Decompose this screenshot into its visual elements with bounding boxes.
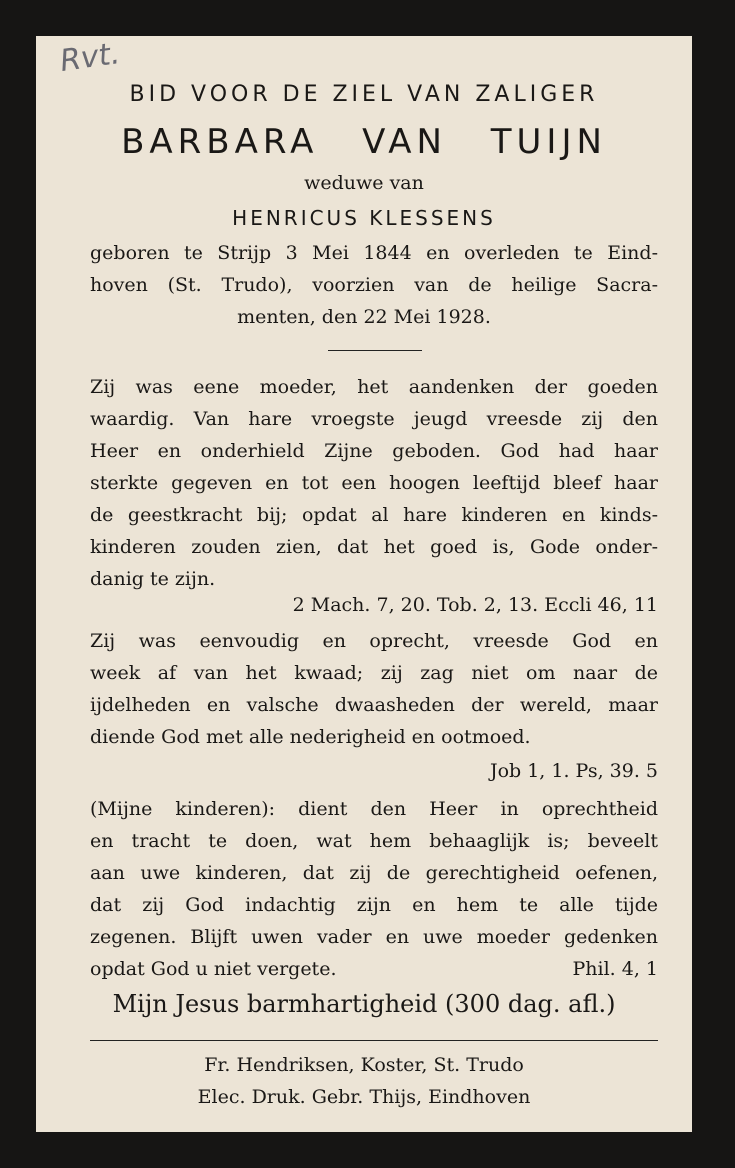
- paragraph-3-line: en tracht te doen, wat hem behaaglijk is; beveelt: [90, 830, 658, 852]
- paragraph-1-line: waardig. Van hare vroegste jeugd vreesde zij den: [90, 408, 658, 430]
- paragraph-1-line: sterkte gegeven en tot een hoogen leeftijd bleef haar: [90, 472, 658, 494]
- intro-line: geboren te Strijp 3 Mei 1844 en overleden te Eind-: [90, 242, 658, 264]
- paragraph-3-last-line: [90, 958, 658, 980]
- short-divider: [328, 350, 422, 351]
- paragraph-2-line: Zij was eenvoudig en oprecht, vreesde God en: [90, 630, 658, 652]
- paragraph-1-line: Zij was eene moeder, het aandenken der goeden: [90, 376, 658, 398]
- paragraph-2-line: ijdelheden en valsche dwaasheden der wereld, maar: [90, 694, 658, 716]
- scripture-reference-3: Phil. 4, 1: [572, 958, 658, 980]
- scripture-reference-1: 2 Mach. 7, 20. Tob. 2, 13. Eccli 46, 11: [292, 594, 658, 616]
- paragraph-2-line: diende God met alle nederigheid en ootmoed.: [90, 726, 531, 748]
- paragraph-3-line: zegenen. Blijft uwen vader en uwe moeder gedenken: [90, 926, 658, 948]
- widow-of-label: weduwe van: [304, 172, 424, 194]
- indulgence-prayer: Mijn Jesus barmhartigheid (300 dag. afl.): [112, 990, 616, 1018]
- intro-line: hoven (St. Trudo), voorzien van de heilige Sacra-: [90, 274, 658, 296]
- paragraph-1-line: de geestkracht bij; opdat al hare kinderen en kinds-: [90, 504, 658, 526]
- paragraph-3-line: (Mijne kinderen): dient den Heer in oprechtheid: [90, 798, 658, 820]
- footer-line: Elec. Druk. Gebr. Thijs, Eindhoven: [197, 1086, 531, 1108]
- memorial-card: [36, 36, 692, 1132]
- paragraph-3-line: dat zij God indachtig zijn en hem te alle tijde: [90, 894, 658, 916]
- paragraph-3-line: aan uwe kinderen, dat zij de gerechtigheid oefenen,: [90, 862, 658, 884]
- header-prayer-line: BID VOOR DE ZIEL VAN ZALIGER: [129, 82, 599, 107]
- long-divider: [90, 1040, 658, 1041]
- paragraph-2-line: week af van het kwaad; zij zag niet om naar de: [90, 662, 658, 684]
- paragraph-1-line: danig te zijn.: [90, 568, 216, 590]
- paragraph-1-line: kinderen zouden zien, dat het goed is, Gode onder-: [90, 536, 658, 558]
- husband-name: HENRICUS KLESSENS: [232, 206, 496, 230]
- paragraph-3-line: opdat God u niet vergete.: [90, 958, 337, 980]
- scripture-reference-2: Job 1, 1. Ps, 39. 5: [489, 760, 658, 782]
- footer-line: Fr. Hendriksen, Koster, St. Trudo: [204, 1054, 524, 1076]
- handwritten-note: Rvt.: [57, 36, 123, 79]
- deceased-name: BARBARA VAN TUIJN: [121, 122, 607, 162]
- intro-line: menten, den 22 Mei 1928.: [237, 306, 491, 328]
- paragraph-1-line: Heer en onderhield Zijne geboden. God had haar: [90, 440, 658, 462]
